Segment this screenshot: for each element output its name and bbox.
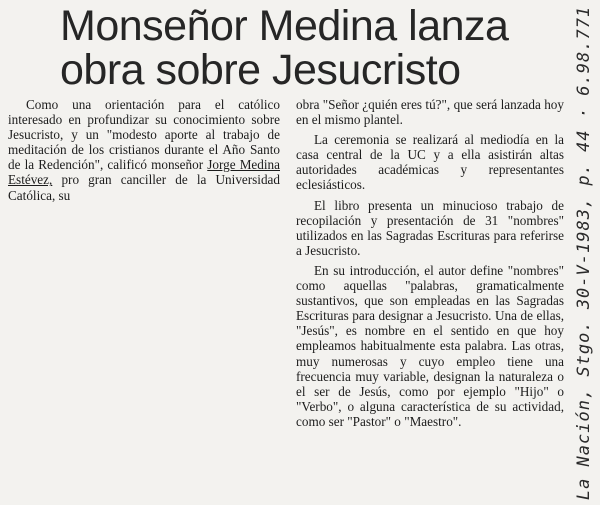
author-name: Jorge Medina Estévez,: [8, 157, 280, 188]
article-column-left: [8, 97, 280, 208]
headline: [60, 4, 560, 92]
article-paragraph: La ceremonia se realizará al mediodía en la casa central de la UC y a ella asistirán altas autoridades académicas y representantes eclesiásticos.: [296, 132, 564, 193]
article-column-right: [296, 97, 564, 434]
article-paragraph: El libro presenta un minucioso trabajo de recopilación y presentación de 31 "nombres" utilizados en las Sagradas Escrituras para referirse a Jesucristo.: [296, 197, 564, 258]
headline-line-1: Monseñor Medina lanza: [60, 2, 509, 50]
paragraph-text: Como una orientación para el católico interesado en profundizar su conocimiento sobre Jesucristo, y un "modesto aporte al trabajo de meditación de los cristianos durante el Año Santo de la Redención", calificó monseñor: [8, 97, 280, 173]
article-paragraph: En su introducción, el autor define "nombres" como aquellas "palabras, gramaticalmente sustantivos, que son empleadas en las Sagradas Escrituras para designar a Jesucristo. Una de ellas, "Jesús", es nombre en el sentido en que hoy empleamos habitualmente esta palabra. Las otras, muy numerosas y cuyo empleo tiene una frecuencia muy variable, designan la naturaleza o el ser de Jesús, como por ejemplo "Hijo" o "Verbo", o alguna característica de su actividad, como ser "Pastor" o "Maestro".: [296, 262, 564, 429]
handwritten-annotation: [569, 4, 599, 502]
article-paragraph: [8, 97, 280, 203]
handwritten-note-text: La Nación, Stgo. 30-V-1983, p. 44 · 6.98.771: [574, 5, 594, 501]
paragraph-text: pro gran canciller de la Universidad Católica, su: [8, 172, 280, 203]
article-paragraph: obra "Señor ¿quién eres tú?", que será lanzada hoy en el mismo plantel.: [296, 97, 564, 128]
headline-line-2: obra sobre Jesucristo: [60, 46, 461, 94]
